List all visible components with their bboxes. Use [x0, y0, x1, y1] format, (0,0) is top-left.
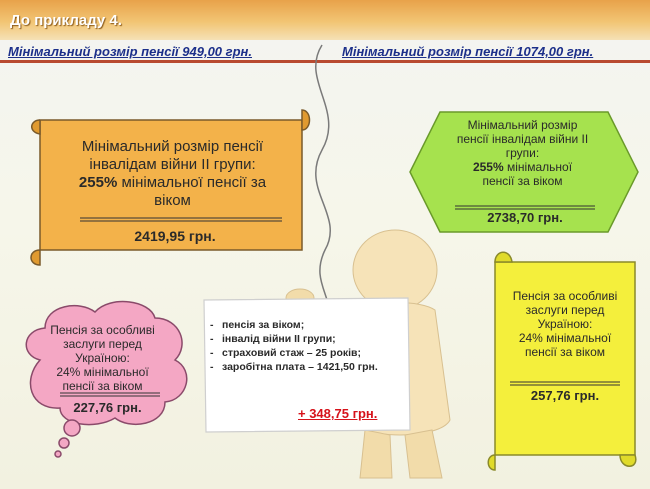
pink-cloud-text [40, 323, 165, 393]
left-scroll-text [55, 138, 290, 210]
green-hexagon-line4-text: мінімальної [507, 160, 573, 174]
yellow-scroll-amount: 257,76 грн. [530, 388, 600, 403]
left-scroll-line4: віком [154, 192, 191, 209]
green-hexagon-line1: Мінімальний розмір [467, 118, 578, 132]
yellow-scroll-line2: заслуги перед [525, 303, 605, 317]
pink-cloud-line2: заслуги перед [63, 337, 142, 351]
green-hexagon-line4 [440, 160, 605, 174]
left-scroll-line2: інвалідам війни ІІ групи: [89, 156, 256, 173]
total-increase: + 348,75 грн. [298, 406, 378, 421]
pink-cloud-amount: 227,76 грн. [73, 400, 142, 415]
condition-item: - страховий стаж – 25 років; [208, 346, 403, 360]
pink-cloud-line1: Пенсія за особливі [50, 323, 155, 337]
wavy-divider [316, 45, 331, 330]
conditions-card [208, 318, 403, 374]
right-caption: Мінімальний розмір пенсії 1074,00 грн. [342, 44, 594, 59]
green-hexagon-line3: групи: [505, 146, 540, 160]
green-hexagon-line2: пенсії інвалідам війни ІІ [456, 132, 589, 146]
pink-cloud-line3: Україною: [75, 351, 130, 365]
left-caption: Мінімальний розмір пенсії 949,00 грн. [8, 44, 252, 59]
pink-cloud-line5: пенсії за віком [62, 379, 143, 393]
condition-item: - інвалід війни ІІ групи; [208, 332, 403, 346]
pink-cloud-line4: 24% мінімальної [56, 365, 149, 379]
yellow-scroll-line1: Пенсія за особливі [512, 289, 618, 303]
conditions-list [208, 318, 403, 374]
green-hexagon-amount: 2738,70 грн. [487, 210, 563, 225]
left-scroll-line1: Мінімальний розмір пенсії [81, 138, 264, 155]
left-scroll-percent: 255% [78, 174, 118, 191]
condition-item: - заробітна плата – 1421,50 грн. [208, 360, 403, 374]
yellow-scroll-shape [488, 252, 636, 470]
green-hexagon-percent: 255% [472, 160, 504, 174]
green-hexagon-text [440, 118, 605, 188]
example-title: До прикладу 4. [10, 12, 122, 29]
yellow-scroll-text [505, 289, 625, 359]
green-hexagon-line5: пенсії за віком [482, 174, 563, 188]
condition-item: - пенсія за віком; [208, 318, 403, 332]
left-scroll-line3 [55, 174, 290, 192]
left-scroll-line3-text: мінімальної пенсії за [121, 174, 267, 191]
yellow-scroll-line5: пенсії за віком [525, 345, 605, 359]
yellow-scroll-line4: 24% мінімальної [518, 331, 612, 345]
yellow-scroll-line3: Україною: [537, 317, 593, 331]
left-scroll-amount: 2419,95 грн. [134, 228, 216, 244]
